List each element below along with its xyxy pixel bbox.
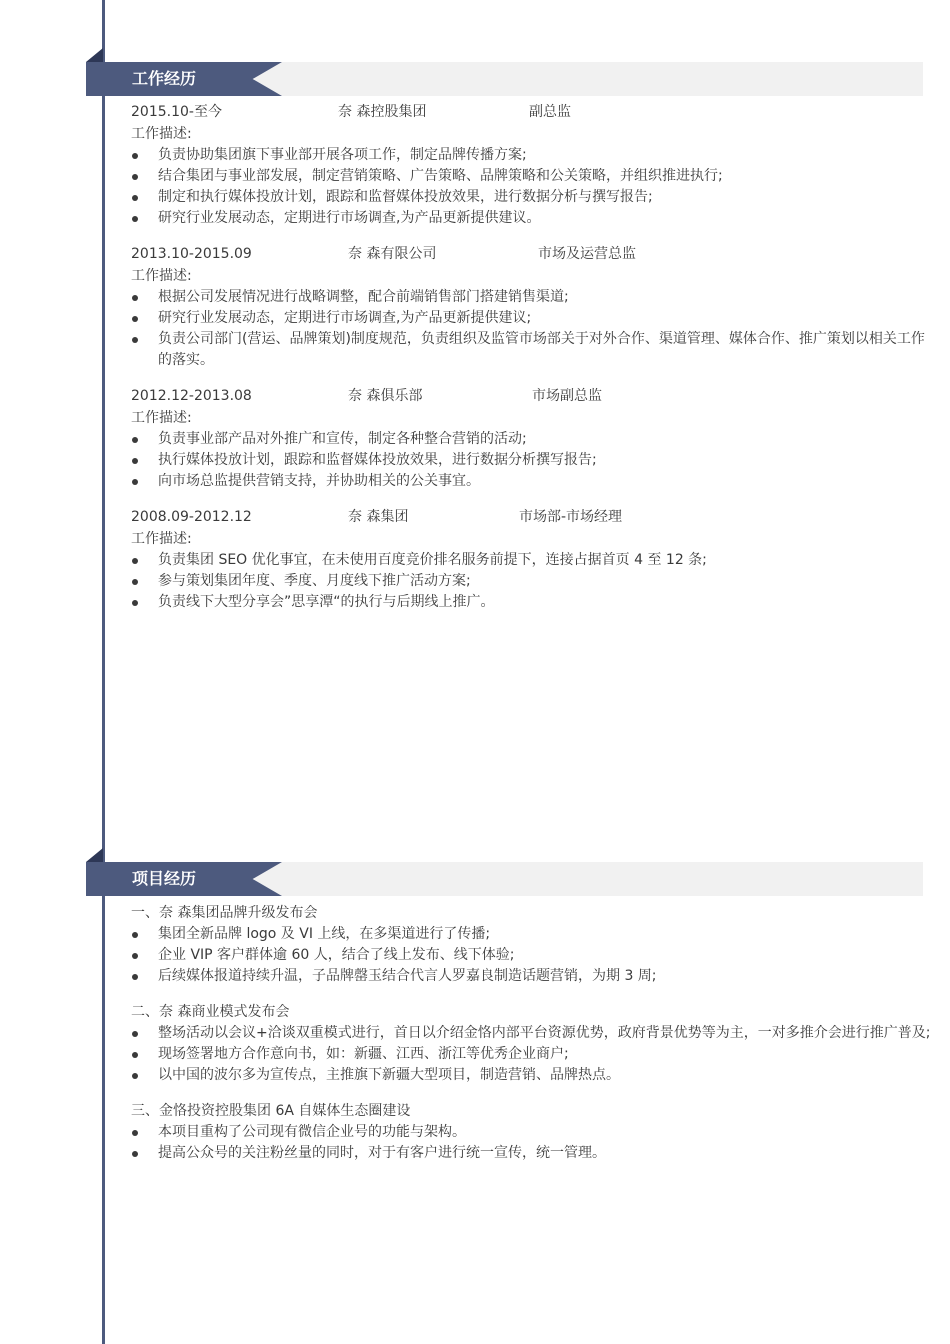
job-header [131, 386, 931, 408]
project-title: 二、奈 森商业模式发布会 [131, 1004, 290, 1020]
job-duty-list [131, 145, 931, 229]
job-period: 2013.10-2015.09 [131, 246, 252, 262]
job-company: 奈 森控股集团 [338, 104, 427, 120]
job-duty-list [131, 287, 931, 371]
list-item: 负责事业部产品对外推广和宣传，制定各种整合营销的活动; [131, 429, 931, 450]
job-position: 市场副总监 [532, 388, 602, 404]
project-section-header [86, 862, 923, 896]
list-item: 执行媒体投放计划，跟踪和监督媒体投放效果，进行数据分析撰写报告; [131, 450, 931, 471]
job-header [131, 244, 931, 266]
list-item: 以中国的波尔多为宣传点，主推旗下新疆大型项目，制造营销、品牌热点。 [131, 1065, 931, 1086]
list-item: 整场活动以会议+洽谈双重模式进行，首日以介绍金恪内部平台资源优势，政府背景优势等为主，一对多推介会进行推广普及; [131, 1023, 931, 1044]
list-item: 根据公司发展情况进行战略调整，配合前端销售部门搭建销售渠道; [131, 287, 931, 308]
job-company: 奈 森集团 [348, 509, 409, 525]
timeline-vertical-line [102, 0, 105, 1344]
list-item: 后续媒体报道持续升温，子品牌罄玉结合代言人罗嘉良制造话题营销，为期 3 周; [131, 966, 931, 987]
job-header [131, 102, 931, 124]
project-detail-list [131, 1122, 931, 1164]
list-item: 制定和执行媒体投放计划，跟踪和监督媒体投放效果，进行数据分析与撰写报告; [131, 187, 931, 208]
job-duty-list [131, 550, 931, 613]
list-item: 企业 VIP 客户群体逾 60 人，结合了线上发布、线下体验; [131, 945, 931, 966]
list-item: 结合集团与事业部发展，制定营销策略、广告策略、品牌策略和公关策略，并组织推进执行; [131, 166, 931, 187]
project-detail-list [131, 1023, 931, 1086]
job-entry [131, 102, 931, 229]
job-header [131, 507, 931, 529]
list-item: 负责公司部门(营运、品牌策划)制度规范，负责组织及监管市场部关于对外合作、渠道管理、媒体合作、推广策划以相关工作的落实。 [131, 329, 931, 371]
job-company: 奈 森俱乐部 [348, 388, 423, 404]
section-title: 工作经历 [132, 69, 197, 88]
project-experience-list [131, 903, 931, 1179]
list-item: 现场签署地方合作意向书，如：新疆、江西、浙江等优秀企业商户; [131, 1044, 931, 1065]
job-desc-label: 工作描述: [131, 531, 192, 547]
job-company: 奈 森有限公司 [348, 246, 437, 262]
job-position: 市场部-市场经理 [519, 509, 623, 525]
job-period: 2015.10-至今 [131, 104, 222, 120]
list-item: 向市场总监提供营销支持，并协助相关的公关事宜。 [131, 471, 931, 492]
job-period: 2012.12-2013.08 [131, 388, 252, 404]
job-duty-list [131, 429, 931, 492]
list-item: 负责协助集团旗下事业部开展各项工作，制定品牌传播方案; [131, 145, 931, 166]
job-period: 2008.09-2012.12 [131, 509, 252, 525]
ribbon-fold [86, 848, 103, 862]
work-section-header [86, 62, 923, 96]
job-desc-label: 工作描述: [131, 126, 192, 142]
work-experience-list [131, 102, 931, 628]
project-detail-list [131, 924, 931, 987]
section-title: 项目经历 [132, 869, 197, 888]
ribbon-fold [86, 48, 103, 62]
list-item: 负责集团 SEO 优化事宜，在未使用百度竞价排名服务前提下，连接占据首页 4 至 12 条; [131, 550, 931, 571]
job-position: 市场及运营总监 [538, 246, 636, 262]
project-entry [131, 1002, 931, 1086]
job-position: 副总监 [529, 104, 571, 120]
list-item: 集团全新品牌 logo 及 VI 上线，在多渠道进行了传播; [131, 924, 931, 945]
project-entry [131, 1101, 931, 1164]
job-entry [131, 386, 931, 492]
list-item: 提高公众号的关注粉丝量的同时，对于有客户进行统一宣传，统一管理。 [131, 1143, 931, 1164]
job-entry [131, 244, 931, 371]
list-item: 本项目重构了公司现有微信企业号的功能与架构。 [131, 1122, 931, 1143]
job-desc-label: 工作描述: [131, 268, 192, 284]
list-item: 参与策划集团年度、季度、月度线下推广活动方案; [131, 571, 931, 592]
list-item: 研究行业发展动态，定期进行市场调查,为产品更新提供建议; [131, 308, 931, 329]
list-item: 研究行业发展动态，定期进行市场调查,为产品更新提供建议。 [131, 208, 931, 229]
project-entry [131, 903, 931, 987]
project-title: 一、奈 森集团品牌升级发布会 [131, 905, 318, 921]
list-item: 负责线下大型分享会”思享潭“的执行与后期线上推广。 [131, 592, 931, 613]
project-title: 三、金恪投资控股集团 6A 自媒体生态圈建设 [131, 1103, 411, 1119]
job-desc-label: 工作描述: [131, 410, 192, 426]
job-entry [131, 507, 931, 613]
